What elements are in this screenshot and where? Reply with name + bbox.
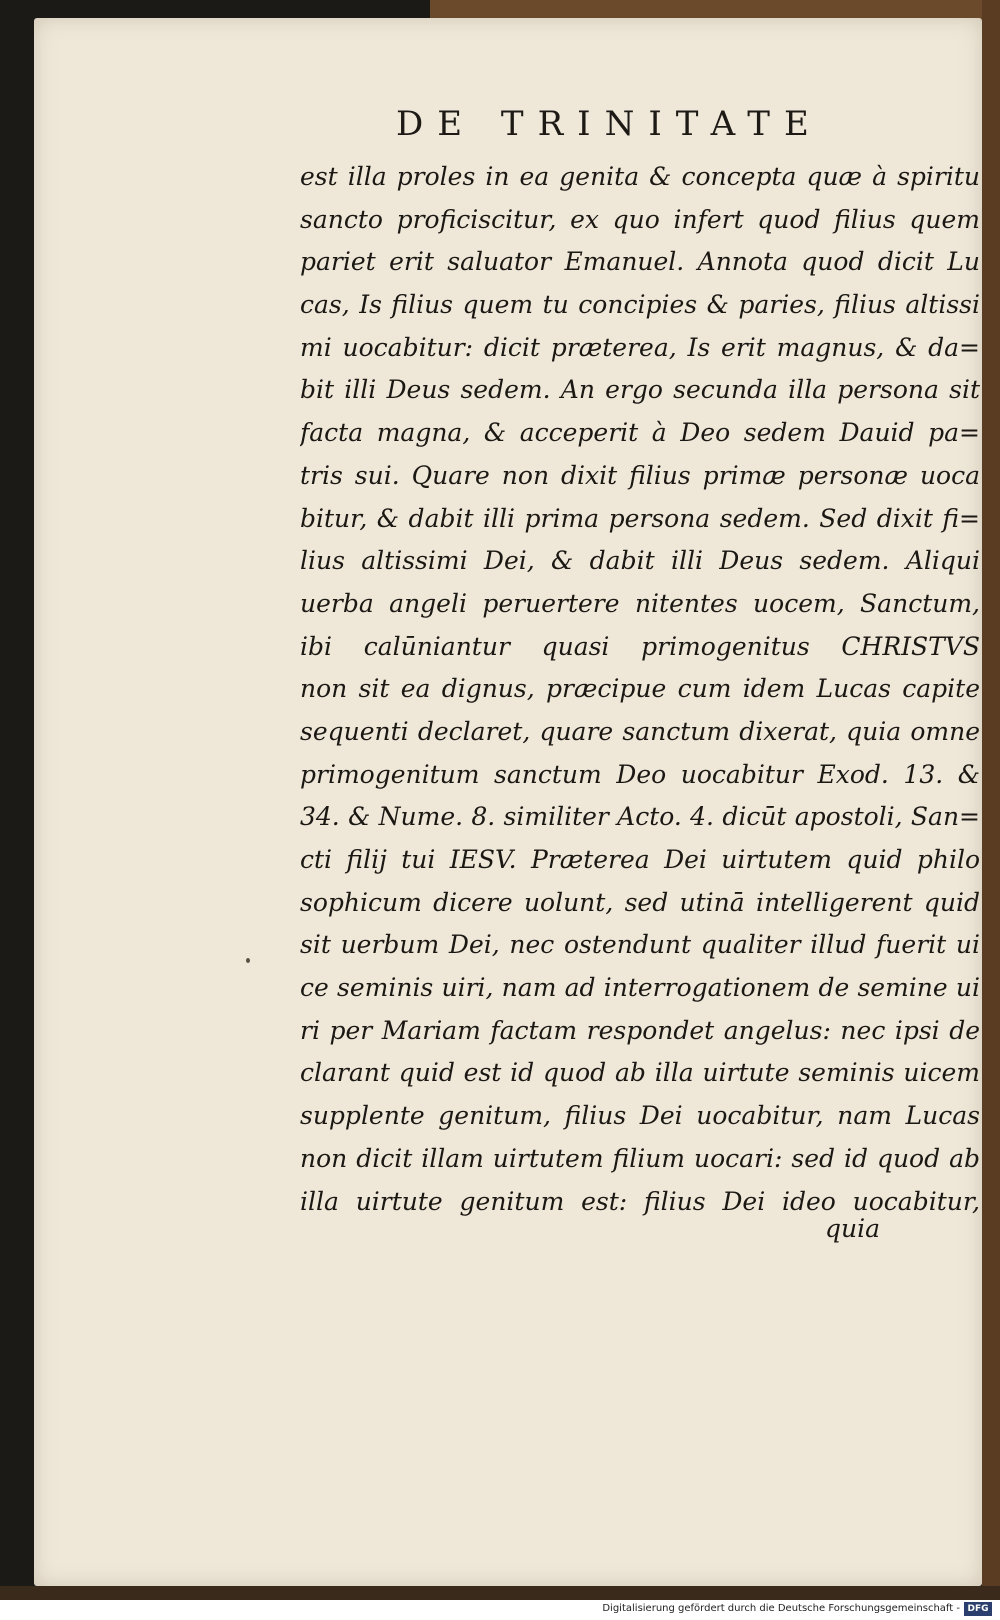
text-line: bit illi Deus sedem. An ergo secunda illa persona sit: [300, 375, 980, 405]
text-line: primogenitum sanctum Deo uocabitur Exod. 13. &: [300, 759, 980, 789]
text-line: non sit ea dignus, præcipue cum idem Lucas capite: [300, 674, 980, 704]
text-line: sophicum dicere uolunt, sed utinā intelligerent quid: [300, 887, 980, 917]
text-line: ri per Mariam factam respondet angelus: nec ipsi de: [300, 1015, 980, 1045]
text-line: sancto proficiscitur, ex quo infert quod filius quem: [300, 204, 980, 234]
text-line: pariet erit saluator Emanuel. Annota quod dicit Lu: [300, 247, 980, 277]
text-line: mi uocabitur: dicit præterea, Is erit magnus, & da=: [300, 332, 980, 362]
text-line: bitur, & dabit illi prima persona sedem. Sed dixit fi=: [300, 503, 980, 533]
digitization-footer: [0, 1600, 1000, 1620]
dfg-logo: DFG: [964, 1602, 992, 1616]
text-line: non dicit illam uirtutem filium uocari: sed id quod ab: [300, 1143, 980, 1173]
text-line: lius altissimi Dei, & dabit illi Deus sedem. Aliqui: [300, 546, 980, 576]
running-head: DE TRINITATE: [396, 104, 823, 144]
text-line: clarant quid est id quod ab illa uirtute seminis uicem: [300, 1058, 980, 1088]
funding-credit: Digitalisierung gefördert durch die Deutsche Forschungsgemeinschaft -: [602, 1603, 960, 1614]
text-line: 34. & Nume. 8. similiter Acto. 4. dicūt apostoli, San=: [300, 802, 980, 832]
text-line: tris sui. Quare non dixit filius primæ personæ uoca: [300, 460, 980, 490]
paper-speck: [246, 958, 250, 963]
text-line: ce seminis uiri, nam ad interrogationem de semine ui: [300, 973, 980, 1003]
text-line: cti filij tui IESV. Præterea Dei uirtutem quid philo: [300, 845, 980, 874]
book-page: [34, 18, 982, 1586]
text-line: sit uerbum Dei, nec ostendunt qualiter illud fuerit ui: [300, 930, 980, 960]
catchword: quia: [824, 1214, 880, 1243]
text-line: est illa proles in ea genita & concepta quæ à spiritu: [300, 162, 980, 191]
text-line: illa uirtute genitum est: filius Dei ideo uocabitur,: [300, 1186, 980, 1216]
binding-edge-right: [982, 0, 1000, 1600]
text-block: [300, 156, 980, 1223]
text-line: cas, Is filius quem tu concipies & paries, filius altissi: [300, 290, 980, 320]
text-line: sequenti declaret, quare sanctum dixerat, quia omne: [300, 716, 980, 746]
text-line: uerba angeli peruertere nitentes uocem, Sanctum,: [300, 588, 980, 618]
text-line: facta magna, & acceperit à Deo sedem Dauid pa=: [300, 418, 980, 448]
binding-edge-bottom: [0, 1586, 1000, 1600]
text-line: supplente genitum, filius Dei uocabitur, nam Lucas: [300, 1101, 980, 1131]
binding-edge-top: [430, 0, 1000, 20]
text-line: ibi calūniantur quasi primogenitus CHRISTVS: [300, 631, 980, 661]
